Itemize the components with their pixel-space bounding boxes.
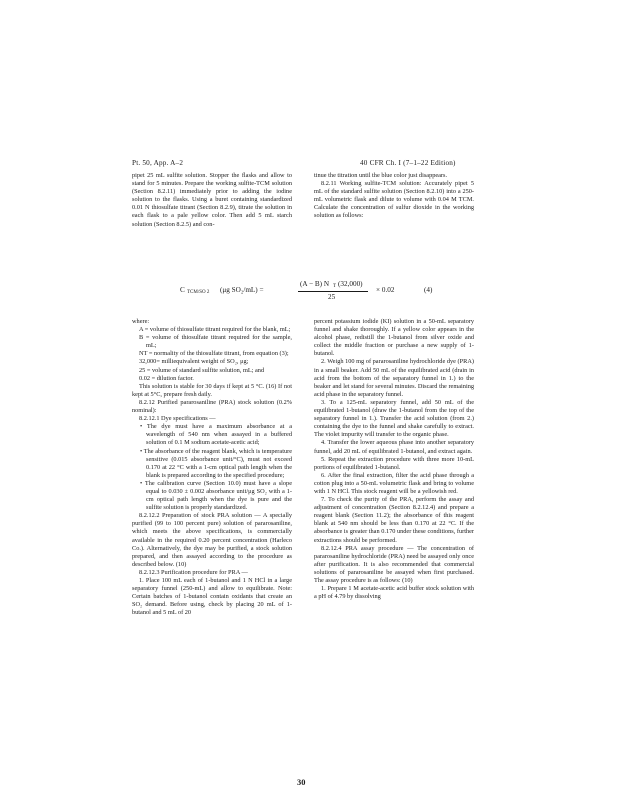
page-number: 30 [297,778,306,787]
equation-numerator: (A − B) N [300,280,330,288]
paragraph: 8.2.11 Working sulfite-TCM solution: Accurately pipet 5 mL of the standard sulfite solution (Section 8.2.10) into a 250-mL volumetric flask and dilute to volume with 0.04 M TCM. Calculate the concentration of sulfur dioxide in the working solution as follows: [314,180,474,220]
bottom-right-column [314,318,474,601]
paragraph: 4. Transfer the lower aqueous phase into another separatory funnel, add 20 mL of equilibrated 1-butanol, and extract again. [314,439,474,455]
running-header-right: 40 CFR Ch. I (7–1–22 Edition) [360,159,456,167]
paragraph: • The calibration curve (Section 10.0) must have a slope equal to 0.030 ± 0.002 absorbance unit/μg SO₂ with a 1-cm optical path length when the dye is pure and the sulfite solution is properly standardized. [140,479,292,512]
paragraph: 1. Place 100 mL each of 1-butanol and 1 N HCl in a large separatory funnel (250-mL) and allow to equilibrate. Note: Certain batches of 1-butanol contain oxidants that create an SO₂ demand. Before using, check by placing 20 mL of 1-butanol and 5 mL of 20 [132,577,292,617]
equation-4 [180,278,460,306]
paragraph: pipet 25 mL sulfite solution. Stopper the flasks and allow to stand for 5 minutes. Prepare the working sulfite-TCM solution (Section 8.2.11) immediately prior to adding the iodine solution to the flasks. Using a buret containing standardized 0.01 N thiosulfate titrant (Section 8.2.9), titrate the solution in each flask to a pale yellow color. Then add 5 mL starch solution (Section 8.2.5) and con- [132,172,292,228]
bottom-left-column [132,318,292,617]
paragraph: 8.2.12.1 Dye specifications — [139,415,216,423]
paragraph: This solution is stable for 30 days if kept at 5 °C. (16) If not kept at 5°C, prepare fresh daily. [132,382,292,398]
top-left-column [132,172,292,229]
paragraph: B = volume of thiosulfate titrant required for the sample, mL; [139,334,292,350]
equation-lhs-subscript: TCM/SO 2 [187,290,210,295]
running-header-left: Pt. 50, App. A–2 [132,159,184,167]
equation-numerator-tail: (32,000) [338,280,363,288]
paragraph: 7. To check the purity of the PRA, perform the assay and adjustment of concentration (Section 8.2.12.4) and prepare a reagent blank (Section 11.2); the absorbance of this reagent blank at 540 nm should be less than 0.170 at 22 °C. If the absorbance is greater than 0.170 under these conditions, further extractions should be performed. [314,496,474,544]
equation-factor: × 0.02 [376,286,395,294]
paragraph: 8.2.12.3 Purification procedure for PRA — [139,568,248,576]
paragraph: 32,000= milliequivalent weight of SO₂, μg; [139,358,249,366]
paragraph: 6. After the final extraction, filter the acid phase through a cotton plug into a 50-mL volumetric flask and bring to volume with 1 N HCl. This stock reagent will be a yellowish red. [314,471,474,495]
paragraph: 8.2.12.4 PRA assay procedure — The concentration of pararosaniline hydrochloride (PRA) need be assayed only once after purification. It is also recommended that commercial solutions of pararosaniline be assayed when first purchased. The assay procedure is as follows: (10) [314,544,474,584]
paragraph: percent potassium iodide (KI) solution in a 50-mL separatory funnel and shake thoroughly. If a yellow color appears in the alcohol phase, redistill the 1-butanol from silver oxide and collect the middle fraction or purchase a new supply of 1-butanol. [314,318,474,358]
paragraph: • The absorbance of the reagent blank, which is temperature sensitive (0.015 absorbance unit/°C), must not exceed 0.170 at 22 °C with a 1-cm optical path length when the blank is prepared according to the specified procedure; [140,447,292,479]
equation-lhs: C [180,286,185,294]
paragraph: 2. Weigh 100 mg of pararosaniline hydrochloride dye (PRA) in a small beaker. Add 50 mL of the equilibrated acid (drain in acid from the bottom of the separatory funnel in 1.) to the beaker and let stand for several minutes. Discard the remaining acid phase in the separatory funnel. [314,358,474,398]
paragraph: tinue the titration until the blue color just disappears. [314,172,448,179]
equation-numerator-subscript: T [333,284,337,289]
paragraph: • The dye must have a maximum absorbance at a wavelength of 540 nm when assayed in a buffered solution of 0.1 M sodium acetate-acetic acid; [140,423,292,447]
paragraph: 25 = volume of standard sulfite solution, mL; and [139,366,265,374]
top-right-column [314,172,474,221]
paragraph: 0.02 = dilution factor. [139,374,194,382]
paragraph: 8.2.12.2 Preparation of stock PRA solution — A specially purified (99 to 100 percent pure) solution of pararosaniline, which meets the above specifications, is commercially available in the required 0.20 percent concentration (Harleco Co.). Alternatively, the dye may be purified, a stock solution prepared, and then assayed according to the procedure as described below. (10) [132,512,292,568]
paragraph: 3. To a 125-mL separatory funnel, add 50 mL of the equilibrated 1-butanol (draw the 1-butanol from the top of the separatory funnel in 1.). Transfer the acid solution (from 2.) containing the dye to the funnel and shake carefully to extract. The violet impurity will transfer to the organic phase. [314,398,474,439]
paragraph: NT = normality of the thiosulfate titrant, from equation (3); [139,350,289,358]
paragraph: where: [132,318,150,325]
equation-number: (4) [424,286,433,294]
paragraph: 1. Prepare 1 M acetate-acetic acid buffer stock solution with a pH of 4.79 by dissolving [314,585,474,601]
paragraph: A = volume of thiosulfate titrant required for the blank, mL; [139,326,291,334]
equation-denominator: 25 [328,293,336,301]
paragraph: 5. Repeat the extraction procedure with three more 10-mL portions of equilibrated 1-butanol. [314,455,474,471]
fraction-bar [298,291,368,292]
equation-units: (μg SO₂/mL) = [220,286,264,294]
paragraph: 8.2.12 Purified pararosaniline (PRA) stock solution (0.2% nominal): [132,398,292,415]
